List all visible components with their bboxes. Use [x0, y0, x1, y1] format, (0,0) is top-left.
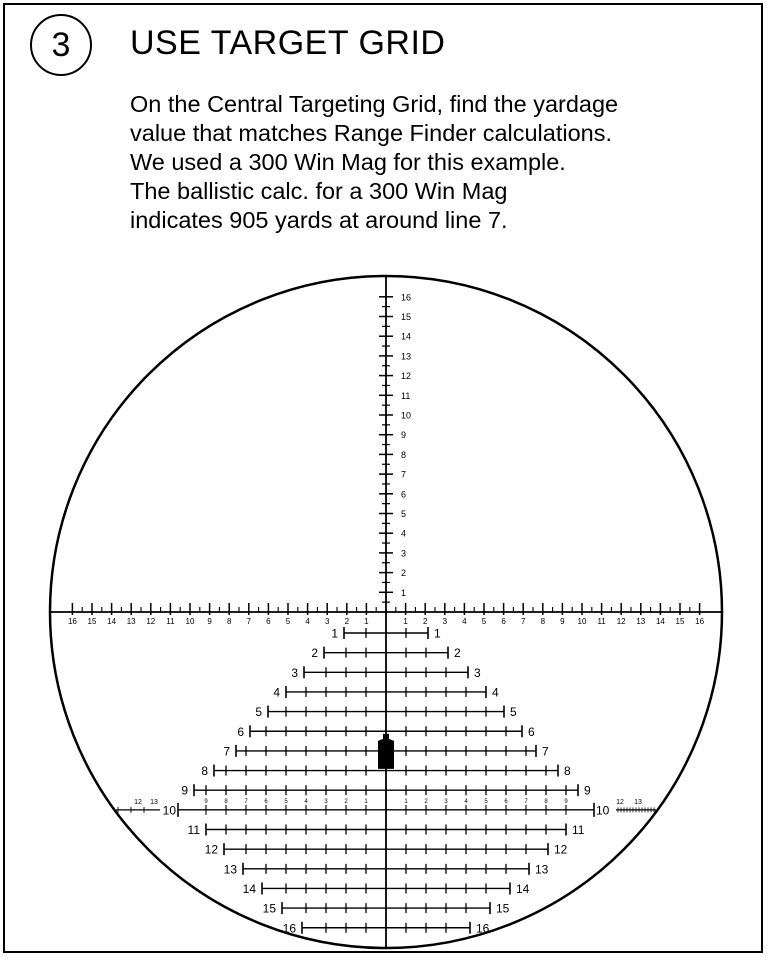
- grid-row-label: 10: [162, 803, 176, 818]
- instruction-line: On the Central Targeting Grid, find the yardage: [130, 91, 619, 117]
- horizontal-scale-label: 11: [597, 617, 606, 626]
- horizontal-scale-label: 12: [616, 617, 626, 626]
- horizontal-scale-label: 5: [285, 617, 291, 626]
- grid-row-10-inner-label: 7: [524, 798, 528, 805]
- grid-row-10-inner-label: 9: [204, 798, 208, 805]
- grid-row-label: 15: [496, 901, 510, 916]
- instruction-line: value that matches Range Finder calculations.: [130, 120, 613, 146]
- grid-row-label: 1: [434, 626, 441, 641]
- vertical-scale-label: 3: [401, 548, 407, 559]
- horizontal-scale-label: 15: [675, 617, 685, 626]
- grid-row-10-outer-label: 12: [616, 798, 624, 806]
- horizontal-scale-label: 13: [126, 617, 136, 626]
- grid-row-label: 9: [584, 783, 591, 798]
- grid-row-label: 10: [596, 803, 610, 818]
- vertical-scale-label: 10: [401, 410, 412, 421]
- grid-row-label: 6: [528, 724, 535, 739]
- grid-row-10-inner-label: 2: [344, 798, 348, 805]
- vertical-scale-label: 5: [401, 509, 407, 519]
- grid-row-10-inner-label: 2: [424, 798, 428, 805]
- grid-row-label: 14: [516, 881, 530, 896]
- grid-row-label: 6: [237, 724, 244, 739]
- vertical-scale-label: 12: [401, 371, 412, 382]
- horizontal-scale-label: 3: [324, 617, 330, 626]
- vertical-scale-label: 8: [401, 449, 407, 460]
- horizontal-scale-label: 13: [636, 617, 646, 626]
- vertical-scale-label: 7: [401, 469, 407, 480]
- horizontal-scale-label: 10: [577, 617, 587, 626]
- grid-row-10-inner-label: 6: [264, 798, 268, 805]
- grid-row-10-inner-label: 8: [224, 798, 228, 805]
- step-title: USE TARGET GRID: [130, 24, 446, 62]
- horizontal-scale-label: 7: [246, 617, 252, 626]
- grid-row-10-inner-label: 4: [304, 798, 308, 805]
- vertical-scale-label: 9: [401, 430, 407, 441]
- grid-row-10-outer-label: 13: [634, 798, 642, 806]
- grid-row-label: 12: [204, 842, 218, 857]
- grid-row-label: 1: [331, 626, 338, 641]
- grid-row-10-inner-label: 1: [404, 798, 408, 805]
- grid-row-label: 3: [291, 665, 298, 680]
- vertical-scale-label: 15: [401, 312, 412, 322]
- grid-row-label: 5: [510, 705, 517, 720]
- grid-row-label: 11: [187, 823, 200, 837]
- vertical-scale-label: 6: [401, 489, 407, 500]
- horizontal-scale-label: 4: [462, 617, 467, 626]
- target-silhouette: [378, 734, 394, 769]
- horizontal-scale-label: 8: [226, 617, 232, 626]
- grid-row-label: 14: [242, 881, 256, 896]
- horizontal-scale-label: 14: [107, 617, 117, 626]
- grid-row-10-inner-label: 3: [444, 798, 448, 805]
- grid-row-label: 7: [542, 744, 549, 759]
- horizontal-scale-label: 5: [481, 617, 487, 626]
- horizontal-scale-label: 7: [520, 617, 526, 626]
- grid-row-10-inner-label: 9: [564, 798, 568, 805]
- horizontal-scale-label: 6: [501, 617, 506, 626]
- horizontal-scale-label: 16: [695, 617, 705, 626]
- instruction-line: We used a 300 Win Mag for this example.: [130, 149, 566, 175]
- vertical-scale-label: 2: [401, 568, 407, 579]
- horizontal-scale-label: 2: [422, 617, 428, 626]
- horizontal-scale-label: 9: [207, 617, 212, 626]
- grid-row-10-inner-label: 6: [504, 798, 508, 805]
- grid-row-label: 9: [181, 783, 188, 798]
- grid-row-10-inner-label: 8: [544, 798, 548, 805]
- grid-row-label: 13: [535, 862, 549, 877]
- grid-row-label: 4: [273, 685, 280, 700]
- grid-row-label: 2: [311, 646, 318, 661]
- step-number: 3: [51, 25, 71, 64]
- grid-row-label: 16: [282, 921, 296, 936]
- horizontal-scale-label: 9: [560, 617, 565, 626]
- vertical-scale-label: 16: [401, 292, 412, 303]
- vertical-scale-label: 14: [401, 331, 412, 342]
- grid-row-label: 5: [255, 705, 262, 720]
- horizontal-scale-label: 2: [344, 617, 350, 626]
- horizontal-scale-label: 3: [442, 617, 448, 626]
- grid-row-10-inner-label: 1: [364, 798, 368, 805]
- grid-row-10-inner-label: 5: [484, 798, 488, 805]
- vertical-scale-label: 4: [401, 528, 407, 539]
- grid-row-10-inner-label: 5: [284, 798, 288, 805]
- horizontal-scale-label: 15: [87, 617, 97, 626]
- vertical-scale-label: 11: [401, 390, 411, 401]
- horizontal-scale-label: 1: [403, 617, 408, 626]
- grid-row-label: 12: [554, 842, 568, 857]
- grid-row-label: 16: [476, 921, 490, 936]
- grid-row-label: 7: [223, 744, 230, 759]
- horizontal-scale-label: 4: [305, 617, 310, 626]
- grid-row-label: 13: [223, 862, 237, 877]
- horizontal-scale-label: 16: [67, 617, 77, 626]
- grid-row-label: 8: [201, 764, 208, 779]
- grid-row-label: 2: [454, 646, 461, 661]
- horizontal-scale-label: 8: [540, 617, 546, 626]
- horizontal-scale-label: 11: [166, 617, 175, 626]
- instruction-line: The ballistic calc. for a 300 Win Mag: [130, 178, 508, 204]
- vertical-scale-label: 1: [401, 587, 407, 598]
- horizontal-scale-label: 14: [655, 617, 665, 626]
- grid-row-10-inner-label: 7: [244, 798, 248, 805]
- horizontal-scale-label: 1: [364, 617, 369, 626]
- grid-row-10-outer-label: 12: [134, 798, 142, 806]
- vertical-scale-label: 13: [401, 351, 412, 362]
- grid-row-10-inner-label: 3: [324, 798, 328, 805]
- grid-row-label: 15: [262, 901, 276, 916]
- horizontal-scale-label: 6: [266, 617, 271, 626]
- horizontal-scale-label: 10: [185, 617, 195, 626]
- grid-row-label: 4: [492, 685, 499, 700]
- grid-row-label: 3: [474, 665, 481, 680]
- instruction-line: indicates 905 yards at around line 7.: [130, 207, 508, 233]
- grid-row-10-outer-label: 13: [150, 798, 158, 806]
- grid-row-label: 8: [564, 764, 571, 779]
- horizontal-scale-label: 12: [146, 617, 156, 626]
- grid-row-label: 11: [572, 823, 585, 837]
- grid-row-10-inner-label: 4: [464, 798, 468, 805]
